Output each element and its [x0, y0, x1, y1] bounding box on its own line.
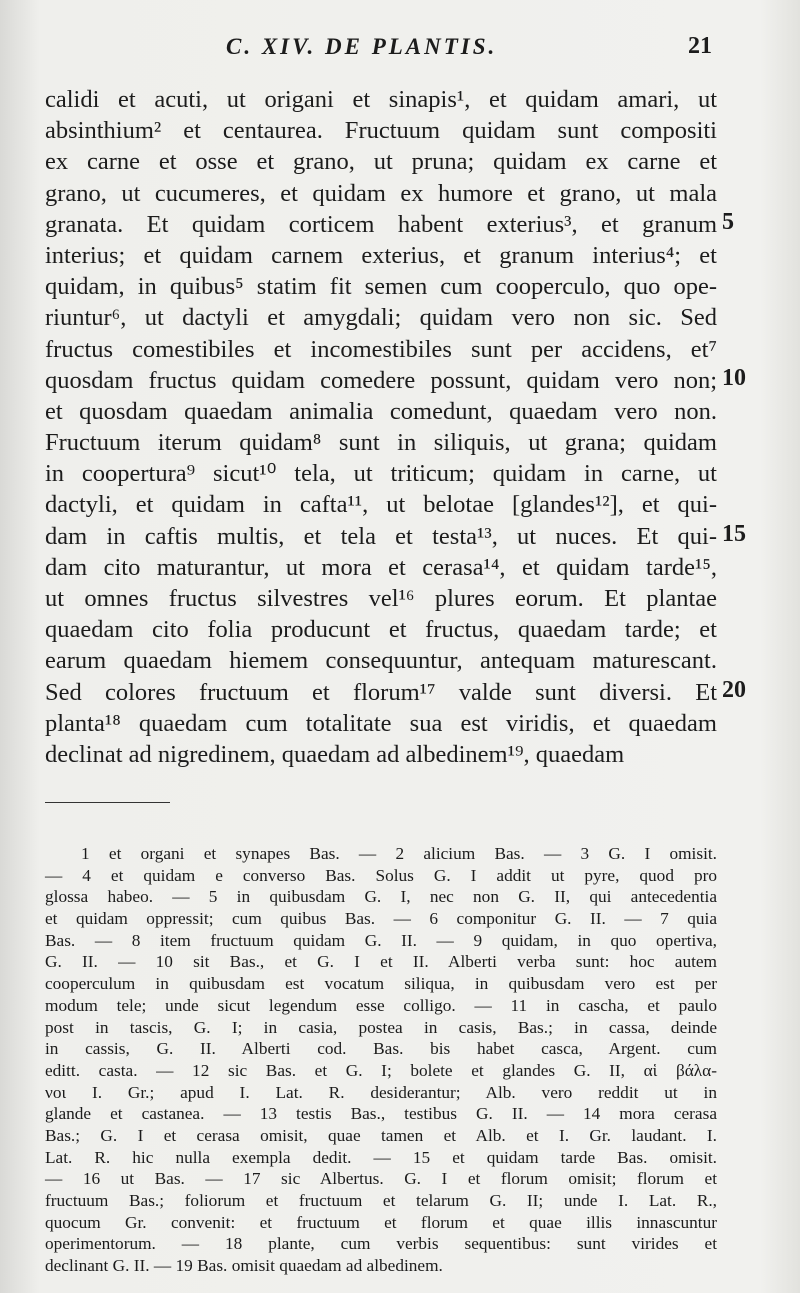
text-line: dam in caftis multis, et tela et testa¹³, ut nuces. Et qui- [45, 522, 717, 550]
footnote-line: — 16 ut Bas. — 17 sic Albertus. G. I et florum omisit; florum et [45, 1169, 717, 1189]
text-line: granata. Et quidam corticem habent exterius³, et granum [45, 210, 717, 238]
footnote-divider [45, 802, 170, 803]
footnote-line: glande et castanea. — 13 testis Bas., testibus G. II. — 14 mora cerasa [45, 1104, 717, 1124]
line-number: 5 [722, 209, 734, 235]
footnote-line: editt. casta. — 12 sic Bas. et G. I; bolete et glandes G. II, αἱ βάλα- [45, 1060, 717, 1080]
text-line: quidam, in quibus⁵ statim fit semen cum cooperculo, quo ope- [45, 273, 717, 301]
text-line: in coopertura⁹ sicut¹⁰ tela, ut triticum; quidam in carne, ut [45, 460, 717, 488]
text-line: quaedam cito folia producunt et fructus, quaedam tarde; et [45, 616, 717, 644]
text-line: ex carne et osse et grano, ut pruna; quidam ex carne et [45, 148, 717, 176]
text-line: earum quaedam hiemem consequuntur, antequam maturescant. [45, 647, 717, 675]
footnote-line: G. II. — 10 sit Bas., et G. I et II. Alberti verba sunt: hoc autem [45, 952, 717, 972]
footnote-line: declinant G. II. — 19 Bas. omisit quaedam ad albedinem. [45, 1256, 443, 1276]
text-line: interius; et quidam carnem exterius, et granum interius⁴; et [45, 241, 717, 269]
text-line: Sed colores fructuum et florum¹⁷ valde sunt diversi. Et [45, 678, 717, 706]
footnote-line: fructuum Bas.; foliorum et fructuum et telarum G. II; unde I. Lat. R., [45, 1191, 717, 1210]
running-title: C. XIV. DE PLANTIS. [226, 34, 498, 59]
text-line: dactyli, et quidam in cafta¹¹, ut belotae [glandes¹²], et qui- [45, 491, 717, 519]
text-line: et quosdam quaedam animalia comedunt, quaedam vero non. [45, 397, 717, 425]
text-line: fructus comestibiles et incomestibiles sunt per accidens, et⁷ [45, 335, 717, 363]
page-header [0, 34, 800, 68]
text-line: quosdam fructus quidam comedere possunt, quidam vero non; [45, 366, 717, 394]
footnote-line: Bas. — 8 item fructuum quidam G. II. — 9 quidam, in quo opertiva, [45, 930, 717, 950]
footnote-line: 1 et organi et synapes Bas. — 2 alicium Bas. — 3 G. I omisit. [81, 844, 717, 863]
footnote-line: — 4 et quidam e converso Bas. Solus G. I addit ut pyre, quod pro [45, 865, 717, 885]
text-line: planta¹⁸ quaedam cum totalitate sua est viridis, et quaedam [45, 709, 717, 737]
footnote-line: post in tascis, G. I; in casia, postea in casis, Bas.; in cassa, deinde [45, 1017, 717, 1037]
text-line: Fructuum iterum quidam⁸ sunt in siliquis, ut grana; quidam [45, 429, 717, 457]
text-line: calidi et acuti, ut origani et sinapis¹, et quidam amari, ut [45, 86, 717, 113]
footnote-line: Bas.; G. I et cerasa omisit, quae tamen et Alb. et I. Gr. laudant. I. [45, 1125, 717, 1145]
line-number: 20 [722, 677, 746, 703]
footnote-line: in cassis, G. II. Alberti cod. Bas. bis habet casca, Argent. cum [45, 1039, 717, 1059]
footnote-line: νοι I. Gr.; apud I. Lat. R. desiderantur; Alb. vero reddit ut in [45, 1082, 717, 1102]
footnotes [45, 843, 717, 1277]
text-line: dam cito maturantur, ut mora et cerasa¹⁴, et quidam tarde¹⁵, [45, 553, 717, 581]
page-number: 21 [688, 33, 712, 59]
text-line: riuntur⁶, ut dactyli et amygdali; quidam vero non sic. Sed [45, 304, 717, 332]
footnote-line: quocum Gr. convenit: et fructuum et florum et quae illis innascuntur [45, 1212, 717, 1232]
footnote-line: glossa habeo. — 5 in quibusdam G. I, nec non G. II, qui antecedentia [45, 887, 717, 907]
text-line: ut omnes fructus silvestres vel¹⁶ plures eorum. Et plantae [45, 585, 717, 612]
line-number: 10 [722, 365, 746, 391]
footnote-line: cooperculum in quibusdam est vocatum siliqua, in quibusdam vero est per [45, 974, 717, 994]
text-line: declinat ad nigredinem, quaedam ad albedinem¹⁹, quaedam [45, 740, 625, 768]
text-line: absinthium² et centaurea. Fructuum quidam sunt compositi [45, 117, 717, 145]
line-number: 15 [722, 521, 746, 547]
footnote-line: et quidam oppressit; cum quibus Bas. — 6 componitur G. II. — 7 quia [45, 909, 717, 929]
footnote-line: modum tele; unde sicut legendum esse colligo. — 11 in cascha, et paulo [45, 995, 717, 1015]
footnote-line: Lat. R. hic nulla exempla dedit. — 15 et quidam tarde Bas. omisit. [45, 1147, 717, 1167]
footnote-line: operimentorum. — 18 plante, cum verbis sequentibus: sunt virides et [45, 1234, 717, 1254]
main-text [45, 84, 717, 770]
text-line: grano, ut cucumeres, et quidam ex humore et grano, ut mala [45, 179, 717, 207]
